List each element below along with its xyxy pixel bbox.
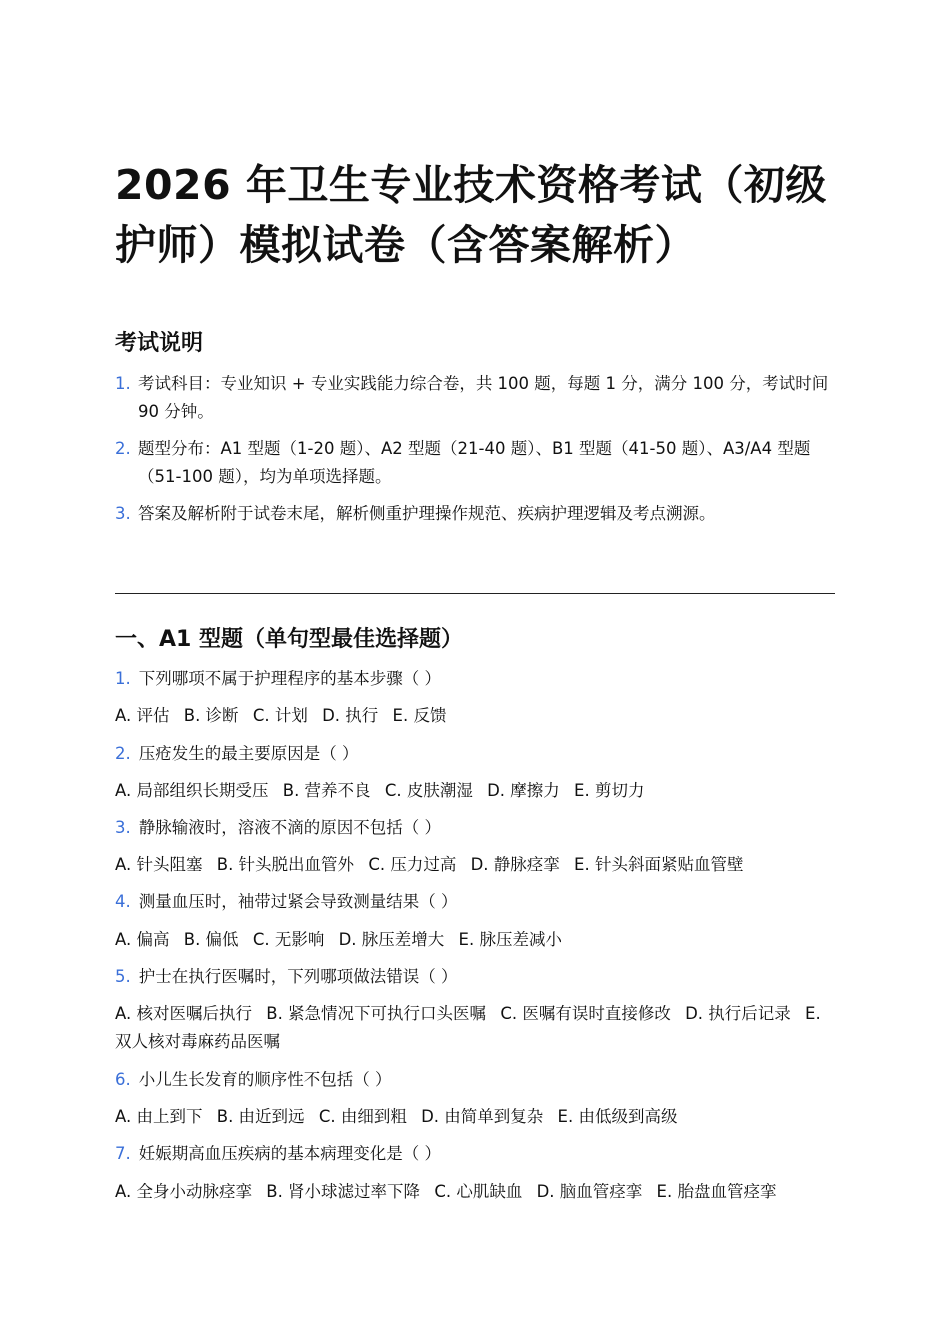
option: B. 肾小球滤过率下降 — [266, 1182, 421, 1201]
option: E. 脉压差减小 — [458, 930, 562, 949]
question-options — [115, 926, 835, 954]
option: C. 无影响 — [252, 930, 325, 949]
intro-item — [115, 500, 840, 528]
option: A. 偏高 — [115, 930, 170, 949]
question-stem — [115, 740, 359, 768]
option: C. 压力过高 — [368, 855, 457, 874]
intro-heading: 考试说明 — [115, 331, 204, 356]
option: D. 脉压差增大 — [338, 930, 445, 949]
question-stem — [115, 963, 458, 991]
question-options — [115, 1103, 835, 1131]
option: D. 脑血管痉挛 — [536, 1182, 643, 1201]
question-number: 6. — [115, 1070, 131, 1089]
option: B. 紧急情况下可执行口头医嘱 — [266, 1004, 487, 1023]
option: C. 计划 — [252, 706, 308, 725]
question-options — [115, 777, 835, 805]
question-stem — [115, 888, 458, 916]
intro-item — [115, 435, 840, 491]
question-number: 3. — [115, 818, 131, 837]
document-title: 2026 年卫生专业技术资格考试（初级护师）模拟试卷（含答案解析） — [115, 161, 827, 269]
option: A. 针头阻塞 — [115, 855, 203, 874]
option: C. 由细到粗 — [318, 1107, 407, 1126]
intro-item-number: 2. — [115, 439, 131, 458]
question-options — [115, 1178, 835, 1206]
option: E. 由低级到高级 — [557, 1107, 678, 1126]
question-text: 下列哪项不属于护理程序的基本步骤（ ） — [138, 669, 441, 688]
option: B. 针头脱出血管外 — [216, 855, 355, 874]
option: A. 全身小动脉痉挛 — [115, 1182, 252, 1201]
question-number: 2. — [115, 744, 131, 763]
option: E. 反馈 — [392, 706, 447, 725]
option: C. 皮肤潮湿 — [384, 781, 473, 800]
question-text: 小儿生长发育的顺序性不包括（ ） — [138, 1070, 392, 1089]
question-text: 静脉输液时，溶液不滴的原因不包括（ ） — [138, 818, 441, 837]
option: A. 核对医嘱后执行 — [115, 1004, 252, 1023]
option: D. 摩擦力 — [487, 781, 560, 800]
intro-item-number: 3. — [115, 504, 131, 523]
option: A. 局部组织长期受压 — [115, 781, 269, 800]
intro-item — [115, 370, 840, 426]
section-heading: 一、A1 型题（单句型最佳选择题） — [115, 627, 463, 652]
option: C. 医嘱有误时直接修改 — [500, 1004, 671, 1023]
option: B. 营养不良 — [282, 781, 371, 800]
section-divider — [115, 593, 835, 594]
question-number: 4. — [115, 892, 131, 911]
question-stem — [115, 665, 441, 693]
option: E. 双人核对毒麻药品医嘱 — [115, 1004, 821, 1051]
option: D. 执行后记录 — [685, 1004, 791, 1023]
question-text: 压疮发生的最主要原因是（ ） — [138, 744, 359, 763]
option: D. 由简单到复杂 — [421, 1107, 544, 1126]
question-stem — [115, 1140, 441, 1168]
option: E. 剪切力 — [574, 781, 645, 800]
question-text: 护士在执行医嘱时，下列哪项做法错误（ ） — [138, 967, 458, 986]
option: C. 心肌缺血 — [434, 1182, 523, 1201]
question-number: 5. — [115, 967, 131, 986]
intro-item-number: 1. — [115, 374, 131, 393]
option: B. 偏低 — [183, 930, 239, 949]
option: A. 评估 — [115, 706, 170, 725]
question-options — [115, 702, 835, 730]
option: E. 胎盘血管痉挛 — [656, 1182, 777, 1201]
option: E. 针头斜面紧贴血管壁 — [574, 855, 744, 874]
option: B. 诊断 — [183, 706, 239, 725]
option: A. 由上到下 — [115, 1107, 203, 1126]
question-text: 妊娠期高血压疾病的基本病理变化是（ ） — [138, 1144, 441, 1163]
question-stem — [115, 814, 441, 842]
intro-item-text: 答案及解析附于试卷末尾，解析侧重护理操作规范、疾病护理逻辑及考点溯源。 — [138, 504, 716, 523]
question-options — [115, 1000, 835, 1056]
option: B. 由近到远 — [216, 1107, 305, 1126]
question-options — [115, 851, 835, 879]
option: D. 执行 — [322, 706, 379, 725]
option: D. 静脉痉挛 — [470, 855, 560, 874]
question-number: 1. — [115, 669, 131, 688]
question-number: 7. — [115, 1144, 131, 1163]
intro-item-text: 考试科目：专业知识 + 专业实践能力综合卷，共 100 题，每题 1 分，满分 100 分，考试时间 90 分钟。 — [138, 374, 829, 421]
question-text: 测量血压时，袖带过紧会导致测量结果（ ） — [138, 892, 458, 911]
question-stem — [115, 1066, 392, 1094]
intro-item-text: 题型分布：A1 型题（1-20 题）、A2 型题（21-40 题）、B1 型题（41-50 题）、A3/A4 型题（51-100 题），均为单项选择题。 — [138, 439, 811, 486]
